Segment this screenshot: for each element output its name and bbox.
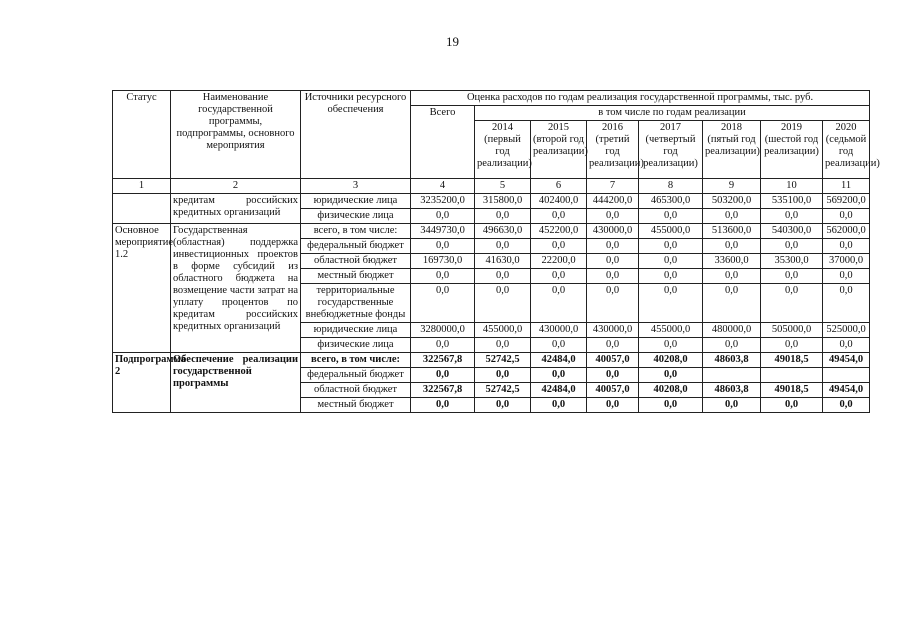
value-cell: 49454,0 <box>823 353 870 368</box>
value-cell: 49454,0 <box>823 383 870 398</box>
col-number: 5 <box>475 179 531 194</box>
value-cell: 505000,0 <box>761 323 823 338</box>
value-cell: 0,0 <box>639 254 703 269</box>
block-subprogram-2 <box>113 353 870 413</box>
col-number: 9 <box>703 179 761 194</box>
table-row <box>113 224 870 239</box>
col-number: 8 <box>639 179 703 194</box>
value-cell: 22200,0 <box>531 254 587 269</box>
value-cell: 0,0 <box>587 368 639 383</box>
value-cell: 33600,0 <box>703 254 761 269</box>
value-cell: 0,0 <box>639 338 703 353</box>
source-cell: федеральный бюджет <box>301 239 411 254</box>
header-status: Статус <box>113 91 171 179</box>
source-cell: территориальные государственные внебюджетные фонды <box>301 284 411 323</box>
col-number: 2 <box>171 179 301 194</box>
status-cell: Основное мероприятие 1.2 <box>113 224 171 353</box>
value-cell: 0,0 <box>639 284 703 323</box>
value-cell: 455000,0 <box>639 323 703 338</box>
block-main-activity-1-2 <box>113 224 870 353</box>
source-cell: местный бюджет <box>301 398 411 413</box>
value-cell: 0,0 <box>531 209 587 224</box>
value-cell: 540300,0 <box>761 224 823 239</box>
value-cell: 0,0 <box>475 398 531 413</box>
value-cell: 0,0 <box>475 338 531 353</box>
value-cell: 52742,5 <box>475 383 531 398</box>
value-cell: 41630,0 <box>475 254 531 269</box>
header-by-year: в том числе по годам реализации <box>475 106 870 121</box>
value-cell: 52742,5 <box>475 353 531 368</box>
header-sources: Источники ресурсного обеспечения <box>301 91 411 179</box>
value-cell: 0,0 <box>587 284 639 323</box>
block-prev <box>113 194 870 224</box>
value-cell: 0,0 <box>587 239 639 254</box>
source-cell: областной бюджет <box>301 254 411 269</box>
value-cell: 0,0 <box>475 239 531 254</box>
value-cell: 0,0 <box>411 269 475 284</box>
value-cell: 0,0 <box>587 269 639 284</box>
value-cell: 0,0 <box>531 368 587 383</box>
value-cell: 0,0 <box>411 209 475 224</box>
value-cell: 40057,0 <box>587 353 639 368</box>
budget-table <box>112 90 880 413</box>
col-number: 11 <box>823 179 870 194</box>
value-cell: 0,0 <box>531 338 587 353</box>
value-cell <box>761 368 823 383</box>
value-cell: 0,0 <box>531 239 587 254</box>
value-cell: 35300,0 <box>761 254 823 269</box>
col-number: 7 <box>587 179 639 194</box>
table-row <box>113 194 870 209</box>
value-cell: 37000,0 <box>823 254 870 269</box>
value-cell: 0,0 <box>761 209 823 224</box>
value-cell: 0,0 <box>639 239 703 254</box>
status-cell: Подпрограмма 2 <box>113 353 171 413</box>
value-cell <box>823 368 870 383</box>
header-estimate: Оценка расходов по годам реализация государственной программы, тыс. руб. <box>411 91 870 106</box>
value-cell: 0,0 <box>761 269 823 284</box>
header-year: 2020 (седьмой год реализации) <box>823 121 870 179</box>
value-cell: 0,0 <box>703 239 761 254</box>
value-cell: 0,0 <box>703 338 761 353</box>
col-number: 3 <box>301 179 411 194</box>
value-cell: 402400,0 <box>531 194 587 209</box>
value-cell: 0,0 <box>411 284 475 323</box>
value-cell: 3449730,0 <box>411 224 475 239</box>
value-cell: 0,0 <box>823 338 870 353</box>
header-year: 2017 (четвертый год реализации) <box>639 121 703 179</box>
value-cell: 0,0 <box>587 398 639 413</box>
name-cell: кредитам российских кредитных организаций <box>171 194 301 224</box>
value-cell: 452200,0 <box>531 224 587 239</box>
table-row <box>113 353 870 368</box>
header-total: Всего <box>411 106 475 179</box>
header-year: 2015 (второй год реализации) <box>531 121 587 179</box>
value-cell: 0,0 <box>475 209 531 224</box>
value-cell: 0,0 <box>761 239 823 254</box>
value-cell: 0,0 <box>761 338 823 353</box>
value-cell: 0,0 <box>703 398 761 413</box>
value-cell: 40208,0 <box>639 383 703 398</box>
header-name: Наименование государственной программы, подпрограммы, основного мероприятия <box>171 91 301 179</box>
col-number: 10 <box>761 179 823 194</box>
source-cell: всего, в том числе: <box>301 353 411 368</box>
header-year: 2014 (первый год реализации) <box>475 121 531 179</box>
value-cell: 0,0 <box>823 269 870 284</box>
value-cell: 0,0 <box>823 239 870 254</box>
value-cell: 322567,8 <box>411 353 475 368</box>
value-cell: 455000,0 <box>639 224 703 239</box>
source-cell: физические лица <box>301 209 411 224</box>
name-cell: Обеспечение реализации государственной программы <box>171 353 301 413</box>
value-cell: 444200,0 <box>587 194 639 209</box>
page-number: 19 <box>446 34 459 49</box>
value-cell: 430000,0 <box>587 323 639 338</box>
value-cell: 0,0 <box>475 269 531 284</box>
value-cell: 0,0 <box>475 368 531 383</box>
value-cell: 0,0 <box>703 269 761 284</box>
name-cell: Государственная (областная) поддержка инвестиционных проектов в форме субсидий из областного бюджета на возмещение части затрат на уплату процентов по кредитам российских кредитных организаций <box>171 224 301 353</box>
value-cell: 455000,0 <box>475 323 531 338</box>
value-cell: 496630,0 <box>475 224 531 239</box>
value-cell: 49018,5 <box>761 383 823 398</box>
value-cell: 0,0 <box>639 209 703 224</box>
value-cell: 0,0 <box>823 398 870 413</box>
value-cell: 569200,0 <box>823 194 870 209</box>
value-cell: 48603,8 <box>703 353 761 368</box>
value-cell: 0,0 <box>823 209 870 224</box>
value-cell: 3235200,0 <box>411 194 475 209</box>
value-cell: 315800,0 <box>475 194 531 209</box>
value-cell: 0,0 <box>639 398 703 413</box>
col-number: 4 <box>411 179 475 194</box>
value-cell: 3280000,0 <box>411 323 475 338</box>
value-cell <box>703 368 761 383</box>
value-cell: 40057,0 <box>587 383 639 398</box>
status-cell <box>113 194 171 224</box>
col-number: 6 <box>531 179 587 194</box>
header-year: 2016 (третий год реализации) <box>587 121 639 179</box>
value-cell: 465300,0 <box>639 194 703 209</box>
value-cell: 0,0 <box>531 269 587 284</box>
value-cell: 562000,0 <box>823 224 870 239</box>
header-row-1 <box>113 91 870 106</box>
source-cell: юридические лица <box>301 194 411 209</box>
value-cell: 0,0 <box>587 254 639 269</box>
header-year: 2019 (шестой год реализации) <box>761 121 823 179</box>
value-cell: 525000,0 <box>823 323 870 338</box>
value-cell: 0,0 <box>761 284 823 323</box>
value-cell: 0,0 <box>761 398 823 413</box>
value-cell: 0,0 <box>531 398 587 413</box>
value-cell: 169730,0 <box>411 254 475 269</box>
value-cell: 503200,0 <box>703 194 761 209</box>
value-cell: 513600,0 <box>703 224 761 239</box>
value-cell: 0,0 <box>411 368 475 383</box>
value-cell: 42484,0 <box>531 383 587 398</box>
header-year: 2018 (пятый год реализации) <box>703 121 761 179</box>
value-cell: 0,0 <box>639 368 703 383</box>
value-cell: 49018,5 <box>761 353 823 368</box>
value-cell: 430000,0 <box>531 323 587 338</box>
value-cell: 0,0 <box>587 209 639 224</box>
value-cell: 48603,8 <box>703 383 761 398</box>
col-number: 1 <box>113 179 171 194</box>
value-cell: 480000,0 <box>703 323 761 338</box>
source-cell: областной бюджет <box>301 383 411 398</box>
source-cell: физические лица <box>301 338 411 353</box>
column-number-row <box>113 179 870 194</box>
value-cell: 0,0 <box>411 398 475 413</box>
value-cell: 322567,8 <box>411 383 475 398</box>
value-cell: 0,0 <box>703 209 761 224</box>
value-cell: 535100,0 <box>761 194 823 209</box>
source-cell: местный бюджет <box>301 269 411 284</box>
value-cell: 42484,0 <box>531 353 587 368</box>
value-cell: 0,0 <box>411 338 475 353</box>
value-cell: 0,0 <box>587 338 639 353</box>
source-cell: всего, в том числе: <box>301 224 411 239</box>
value-cell: 0,0 <box>531 284 587 323</box>
value-cell: 0,0 <box>823 284 870 323</box>
value-cell: 0,0 <box>411 239 475 254</box>
value-cell: 0,0 <box>475 284 531 323</box>
value-cell: 0,0 <box>639 269 703 284</box>
source-cell: юридические лица <box>301 323 411 338</box>
value-cell: 40208,0 <box>639 353 703 368</box>
source-cell: федеральный бюджет <box>301 368 411 383</box>
value-cell: 430000,0 <box>587 224 639 239</box>
value-cell: 0,0 <box>703 284 761 323</box>
